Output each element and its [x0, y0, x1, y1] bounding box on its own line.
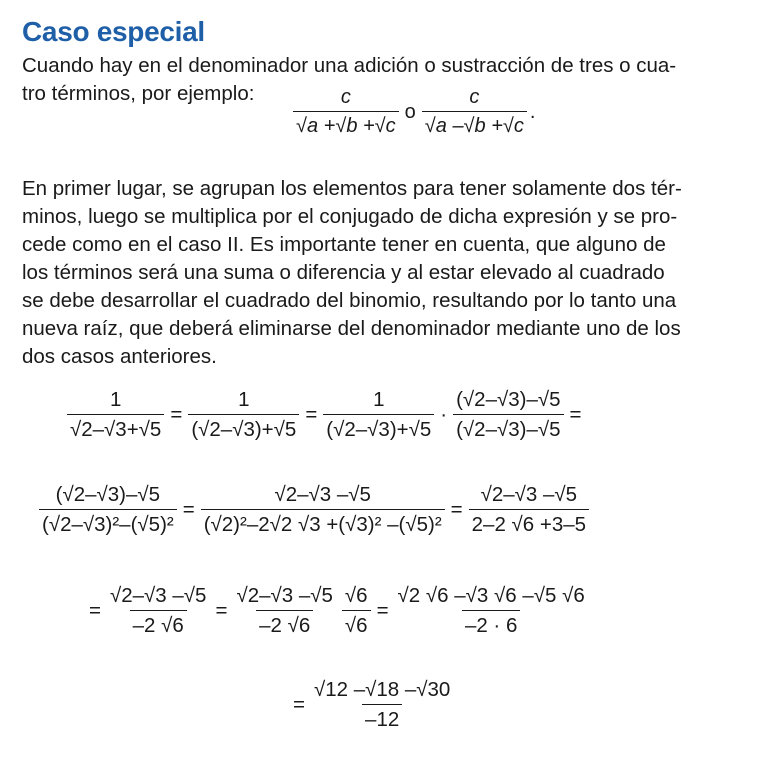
fraction-numerator: √12 –√18 –√30: [313, 678, 451, 701]
fraction-denominator: √a +√b +√c: [293, 111, 399, 138]
equals-sign: =: [182, 498, 195, 521]
fraction-numerator: √2–√3 –√5: [274, 483, 371, 506]
fraction-numerator: √2–√3 –√5: [109, 584, 207, 607]
fraction: [201, 483, 445, 537]
fraction-denominator: –12: [362, 704, 402, 732]
fraction-denominator: (√2–√3)+√5: [188, 414, 299, 442]
section-title: Caso especial: [22, 16, 205, 47]
fraction: [233, 584, 335, 638]
fraction: [453, 388, 563, 442]
trailing-period: .: [529, 100, 536, 123]
fraction-numerator: 1: [373, 388, 385, 411]
equals-sign: =: [305, 403, 318, 426]
example-fraction-2: [422, 86, 527, 138]
fraction: [107, 584, 209, 638]
example-fraction-1: [293, 86, 399, 138]
fraction: [311, 678, 453, 732]
fraction-denominator: (√2–√3)²–(√5)²: [39, 509, 177, 537]
fraction-numerator: c: [340, 86, 351, 108]
fraction: [469, 483, 589, 537]
equation-row-2: [36, 483, 592, 537]
fraction-denominator: √6: [342, 610, 371, 638]
equation-row-1: [64, 388, 585, 442]
equals-sign: =: [569, 403, 582, 426]
equation-row-3: [86, 584, 591, 638]
equals-sign: =: [450, 498, 463, 521]
fraction-numerator: √2–√3 –√5: [236, 584, 333, 607]
equals-sign: =: [293, 693, 305, 716]
fraction-denominator: 2–2 √6 +3–5: [469, 509, 589, 537]
intro-line: Cuando hay en el denominador una adición o sustracción de tres o cua-: [22, 54, 677, 77]
connector-text: o: [404, 100, 416, 123]
body-line: En primer lugar, se agrupan los elementos para tener solamente dos tér-: [22, 177, 682, 200]
equals-sign: =: [89, 599, 101, 622]
equals-sign: =: [170, 403, 183, 426]
fraction: [67, 388, 164, 442]
fraction-numerator: (√2–√3)–√5: [456, 388, 561, 411]
intro-line: tro términos, por ejemplo:: [22, 82, 255, 105]
body-line: los términos será una suma o diferencia y al estar elevado al cuadrado: [22, 261, 665, 284]
fraction-numerator: 1: [238, 388, 250, 411]
example-expressions: [290, 86, 535, 138]
equals-sign: =: [215, 599, 228, 622]
fraction: [342, 584, 371, 638]
fraction-numerator: c: [469, 86, 480, 108]
body-line: dos casos anteriores.: [22, 345, 217, 368]
fraction: [39, 483, 177, 537]
fraction: [323, 388, 434, 442]
fraction-denominator: √2–√3+√5: [67, 414, 164, 442]
fraction: [188, 388, 299, 442]
fraction-denominator: (√2–√3)–√5: [453, 414, 563, 442]
equation-row-4: [290, 678, 456, 732]
body-line: se debe desarrollar el cuadrado del binomio, resultando por lo tanto una: [22, 289, 677, 312]
fraction-denominator: –2 · 6: [462, 610, 520, 638]
fraction-denominator: (√2)²–2√2 √3 +(√3)² –(√5)²: [201, 509, 445, 537]
fraction: [395, 584, 588, 638]
equals-sign: =: [376, 599, 389, 622]
body-line: nueva raíz, que deberá eliminarse del denominador mediante uno de los: [22, 317, 681, 340]
fraction-numerator: √6: [344, 584, 368, 607]
fraction-numerator: 1: [109, 388, 122, 411]
fraction-numerator: √2 √6 –√3 √6 –√5 √6: [397, 584, 585, 607]
fraction-denominator: –2 √6: [130, 610, 187, 638]
fraction-denominator: –2 √6: [256, 610, 313, 638]
fraction-denominator: √a –√b +√c: [422, 111, 527, 138]
body-line: minos, luego se multiplica por el conjugado de dicha expresión y se pro-: [22, 205, 678, 228]
body-paragraph: [22, 175, 752, 371]
body-line: cede como en el caso II. Es importante tener en cuenta, que alguno de: [22, 233, 666, 256]
fraction-denominator: (√2–√3)+√5: [323, 414, 434, 442]
multiplication-dot: ·: [440, 403, 448, 426]
fraction-numerator: (√2–√3)–√5: [55, 483, 161, 506]
fraction-numerator: √2–√3 –√5: [480, 483, 578, 506]
